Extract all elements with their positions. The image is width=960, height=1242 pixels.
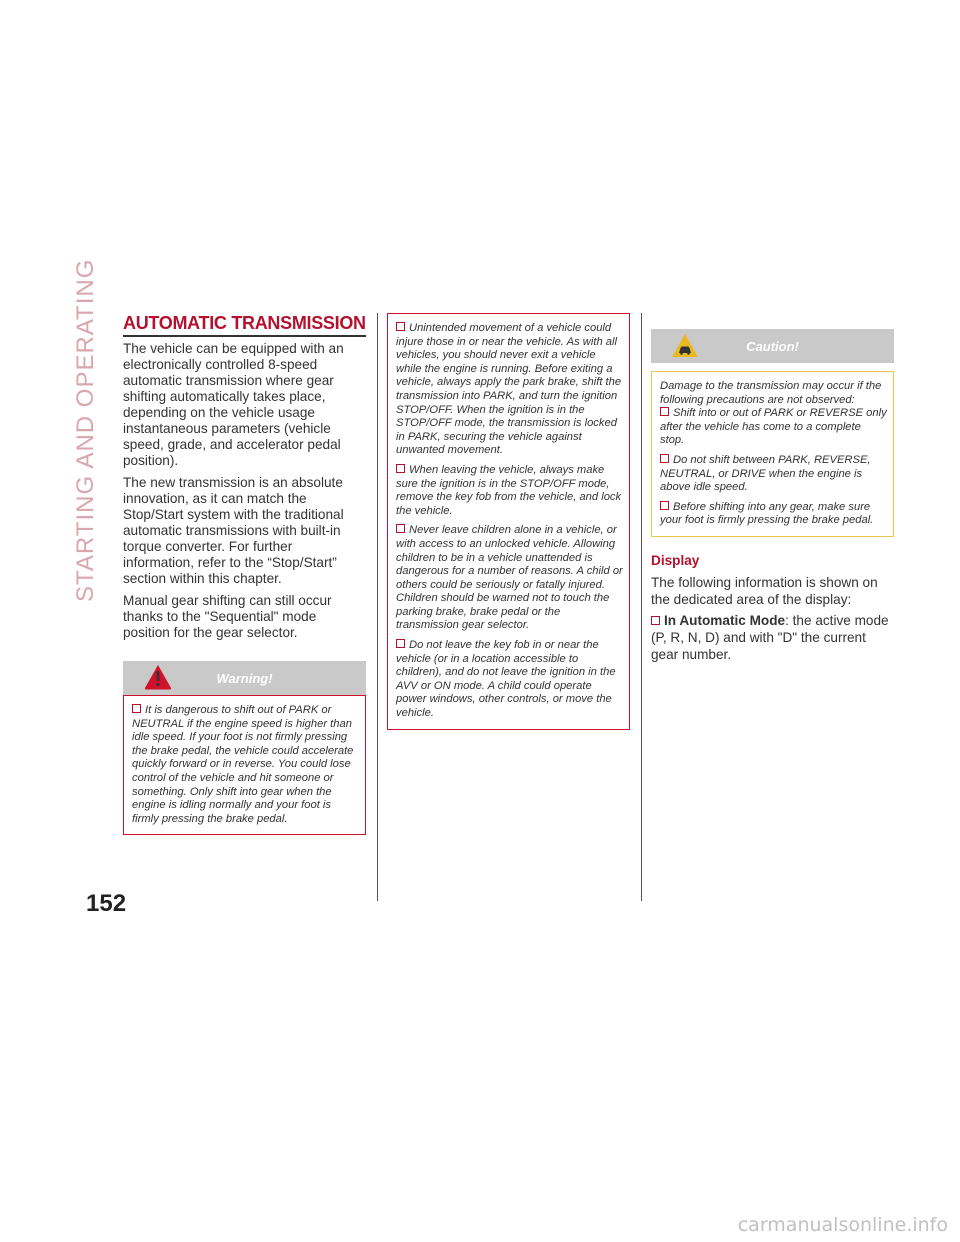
intro-paragraph: Manual gear shifting can still occur thanks to the "Sequential" mode position for the gear selector.: [123, 593, 332, 640]
warning-item: Unintended movement of a vehicle could injure those in or near the vehicle. As with all vehicles, you should never exit a vehicle while the engine is running. Before exiting a vehicle, always apply the park brake, shift the transmission into PARK, and turn the ignition STOP/OFF. When the ignition is in the STOP/OFF mode, the transmission is locked in PARK, securing the vehicle against unwanted movement.: [396, 322, 622, 457]
warning-item: Do not leave the key fob in or near the vehicle (or in a location accessible to children), and do not leave the ignition in the AVV or ON mode. A child could operate power windows, other controls, or move the vehicle.: [396, 639, 616, 720]
intro-paragraph: The vehicle can be equipped with an electronically controlled 8-speed automatic transmission where gear shifting automatically takes place, depending on the vehicle usage instantaneous parameters (vehicle speed, grade, and accelerator pedal position).: [123, 341, 344, 468]
car-caution-icon: [671, 333, 699, 362]
checkbox-bullet-icon: [396, 639, 405, 648]
watermark: carmanualsonline.info: [737, 1214, 948, 1236]
caution-item: Shift into or out of PARK or REVERSE only after the vehicle has come to a complete stop.: [660, 407, 887, 447]
caution-item: Do not shift between PARK, REVERSE, NEUTRAL, or DRIVE when the engine is above idle speed.: [660, 453, 871, 494]
warning-item: It is dangerous to shift out of PARK or NEUTRAL if the engine speed is higher than idle speed. If your foot is not firmly pressing the brake pedal, the vehicle could accelerate quickly forward or in reverse. You could lose control of the vehicle and hit someone or something. Only shift into gear when the engine is idling normally and your foot is firmly pressing the brake pedal.: [132, 704, 354, 825]
column-divider: [377, 313, 378, 901]
side-chapter-title: STARTING AND OPERATING: [72, 258, 99, 602]
warning-triangle-icon: [143, 663, 173, 694]
checkbox-bullet-icon: [660, 407, 669, 416]
column-divider: [641, 313, 642, 901]
warning-box-continued: [387, 313, 630, 730]
display-item: In Automatic Mode: the active mode (P, R, N, D) and with "D" the current gear number.: [651, 612, 889, 662]
caution-header: [651, 329, 894, 363]
checkbox-bullet-icon: [396, 524, 405, 533]
checkbox-bullet-icon: [651, 616, 660, 625]
warning-box: [123, 695, 366, 835]
caution-title: Caution!: [746, 338, 799, 354]
checkbox-bullet-icon: [660, 454, 669, 463]
section-title: AUTOMATIC TRANSMISSION: [123, 313, 366, 337]
warning-title: Warning!: [216, 670, 273, 686]
column-3: [651, 313, 894, 667]
warning-header: [123, 661, 366, 695]
checkbox-bullet-icon: [396, 464, 405, 473]
intro-paragraph: The new transmission is an absolute innovation, as it can match the Stop/Start system with the traditional automatic transmissions with built-in torque converter. For further information, refer to the “Stop/Start” section within this chapter.: [123, 475, 344, 586]
checkbox-bullet-icon: [396, 322, 405, 331]
checkbox-bullet-icon: [660, 501, 669, 510]
display-intro: The following information is shown on the dedicated area of the display:: [651, 574, 878, 607]
caution-intro: Damage to the transmission may occur if the following precautions are not observed:: [660, 380, 882, 406]
warning-item: When leaving the vehicle, always make sure the ignition is in the STOP/OFF mode, remove the key fob from the vehicle, and lock the vehicle.: [396, 463, 622, 517]
caution-item: Before shifting into any gear, make sure your foot is firmly pressing the brake pedal.: [660, 500, 874, 527]
column-2: [387, 313, 630, 730]
warning-item: Never leave children alone in a vehicle, or with access to an unlocked vehicle. Allowing children to be in a vehicle unattended is dangerous for a number of reasons. A child or others could be seriously or fatally injured. Children should be warned not to touch the parking brake, brake pedal or the transmission gear selector.: [396, 524, 623, 632]
display-title: Display: [651, 552, 700, 568]
page-number: 152: [86, 890, 127, 917]
caution-box: [651, 371, 894, 537]
checkbox-bullet-icon: [132, 704, 141, 713]
column-1: [123, 313, 366, 835]
